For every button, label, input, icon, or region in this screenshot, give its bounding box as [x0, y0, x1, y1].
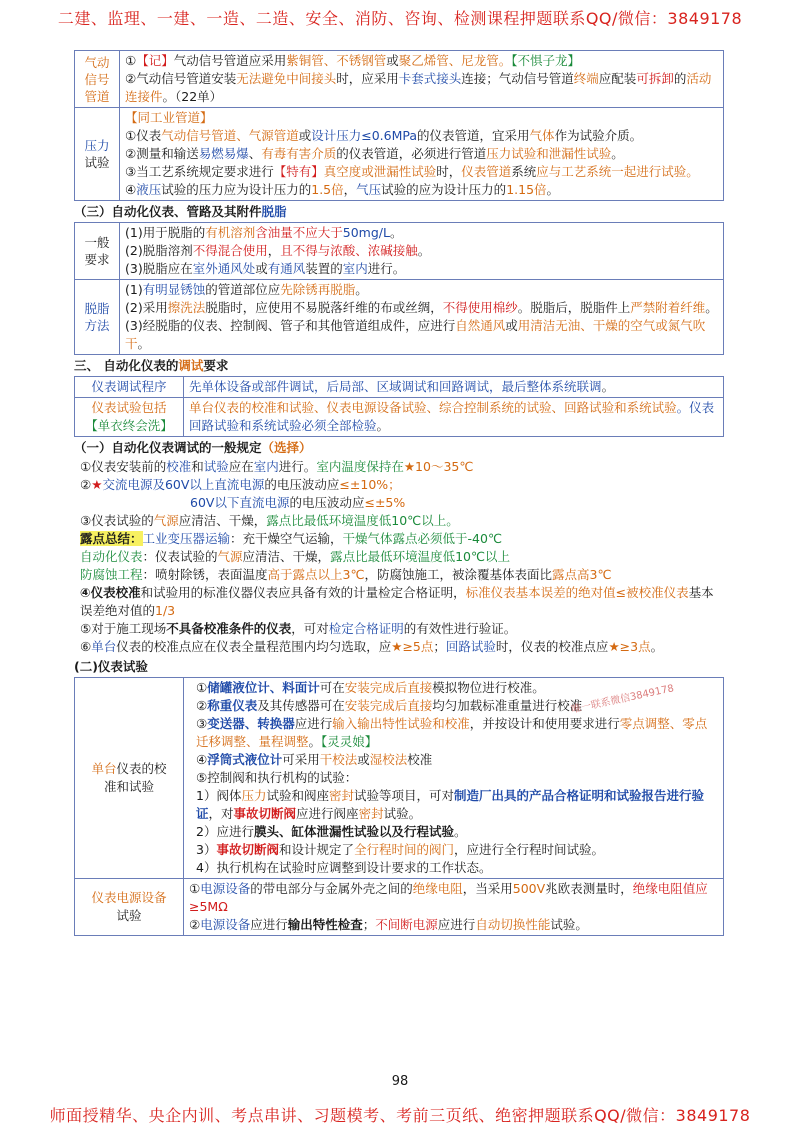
section-degrease-title: （三）自动化仪表、管路及其附件脱脂 — [74, 204, 287, 219]
debug-includes-content: 单台仪表的校准和试验、仪表电源设备试验、综合控制系统的试验、回路试验和系统试验。仪表回路试验和系统试验必须全部检验。 — [184, 398, 724, 437]
debug-procedure-row — [75, 377, 724, 398]
pneumatic-pressure-table — [74, 50, 724, 201]
experiment-table — [74, 677, 724, 936]
section-experiment-title: (二)仪表试验 — [74, 659, 148, 674]
single-instrument-row — [75, 678, 724, 879]
pneumatic-label: 气动信号管道 — [75, 51, 120, 108]
power-supply-row — [75, 879, 724, 936]
single-instrument-label: 单台仪表的校 准和试验 — [75, 678, 184, 879]
debug-procedure-label: 仪表调试程序 — [75, 377, 184, 398]
pressure-label: 压力 试验 — [75, 108, 120, 201]
debug-includes-row — [75, 398, 724, 437]
pressure-row — [75, 108, 724, 201]
degrease-method-row — [75, 280, 724, 355]
degrease-method-label: 脱脂 方法 — [75, 280, 120, 355]
bottom-banner: 师面授精华、央企内训、考点串讲、习题模考、考前三页纸、绝密押题联系QQ/微信：3849178 — [49, 1106, 751, 1125]
section-debug-title: 三、 自动化仪表的调试要求 — [74, 358, 229, 373]
degrease-req-content: (1)用于脱脂的有机溶剂含油量不应大于50mg/L。 (2)脱脂溶剂不得混合使用，且不得与浓酸、浓碱接触。 (3)脱脂应在室外通风处或有通风装置的室内进行。 — [120, 223, 724, 280]
pneumatic-content: ①【记】气动信号管道应采用紫铜管、不锈钢管或聚乙烯管、尼龙管。【不惧子龙】 ②气动信号管道安装无法避免中间接头时，应采用卡套式接头连接；气动信号管道终端应配装可拆卸的活动连接件。（22单） — [120, 51, 724, 108]
degrease-table — [74, 222, 724, 355]
watermark: 唯一联系微信3849178 — [570, 683, 675, 716]
debug-includes-label: 仪表试验包括 【单衣终会洗】 — [75, 398, 184, 437]
page-number: 98 — [391, 1074, 409, 1089]
degrease-requirements-row — [75, 223, 724, 280]
degrease-method-content: (1)有明显锈蚀的管道部位应先除锈再脱脂。 (2)采用擦洗法脱脂时，应使用不易脱落纤维的布或丝绸，不得使用棉纱。脱脂后，脱脂件上严禁附着纤维。 (3)经脱脂的仪表、控制阀、管子和其他管道组成件，应进行自然通风或用清洁无油、干燥的空气或氮气吹干。 — [120, 280, 724, 355]
degrease-req-label: 一般 要求 — [75, 223, 120, 280]
debug-procedure-content: 先单体设备或部件调试，后局部、区域调试和回路调试，最后整体系统联调。 — [184, 377, 724, 398]
pressure-content: 【同工业管道】 ①仪表气动信号管道、气源管道或设计压力≤0.6MPa的仪表管道，宜采用气体作为试验介质。 ②测量和输送易燃易爆、有毒有害介质的仪表管道，必须进行管道压力试验和泄漏性试验。 ③当工艺系统规定要求进行【特有】真空度或泄漏性试验时，仪表管道系统应与工艺系统一起进行试验。 ④液压试验的压力应为设计压力的1.5倍，气压试验的应为设计压力的1.15倍。 — [120, 108, 724, 201]
debug-table — [74, 376, 724, 437]
power-supply-content: ①电源设备的带电部分与金属外壳之间的绝缘电阻，当采用500V兆欧表测量时，绝缘电阻值应≥5MΩ ②电源设备应进行输出特性检查；不间断电源应进行自动切换性能试验。 — [184, 879, 724, 936]
power-supply-label: 仪表电源设备 试验 — [75, 879, 184, 936]
pneumatic-row — [75, 51, 724, 108]
single-instrument-content: ①储罐液位计、料面计可在安装完成后直接模拟物位进行校准。 ②称重仪表及其传感器可在安装完成后直接均匀加载标准重量进行校准 ③变送器、转换器应进行输入输出特性试验和校准，并按设计和使用要求进行零点调整、零点迁移调整、量程调整。【灵灵娘】 ④浮筒式液位计可采用干校法或湿校法校准 ⑤控制阀和执行机构的试验： 1）阀体压力试验和阀座密封试验等项目，可对制造厂出具的产品合格证明和试验报告进行验证，对事故切断阀应进行阀座密封试验。 2）应进行膜头、缸体泄漏性试验以及行程试验。 3）事故切断阀和设计规定了全行程时间的阀门，应进行全行程时间试验。 4）执行机构在试验时应调整到设计要求的工作状态。 — [184, 678, 724, 879]
top-banner: 二建、监理、一建、一造、二造、安全、消防、咨询、检测课程押题联系QQ/微信：3849178 — [57, 9, 743, 28]
section-general-title: （一）自动化仪表调试的一般规定（选择） — [74, 440, 312, 455]
page-body — [74, 50, 724, 936]
general-rules: ①仪表安装前的校准和试验应在室内进行。室内温度保持在★10～35℃ ②★交流电源及60V以上直流电源的电压波动应≤±10%； 60V以下直流电源的电压波动应≤±5% ③仪表试验的气源应清洁、干燥，露点比最低环境温度低10℃以上。 露点总结：工业变压器运输：充干燥空气运输，干燥气体露点必须低于-40℃ 自动化仪表：仪表试验的气源应清洁、干燥，露点比最低环境温度低10℃以上 防腐蚀工程：喷射除锈，表面温度高于露点以上3℃，防腐蚀施工，被涂覆基体表面比露点高3℃ ④仪表校准和试验用的标准仪器仪表应具备有效的计量检定合格证明，标准仪表基本误差的绝对值≤被校准仪表基本误差绝对值的1/3 ⑤对于施工现场不具备校准条件的仪表，可对检定合格证明的有效性进行验证。 ⑥单台仪表的校准点应在仪表全量程范围内均匀选取，应★≥5点；回路试验时，仪表的校准点应★≥3点。 — [80, 459, 714, 654]
